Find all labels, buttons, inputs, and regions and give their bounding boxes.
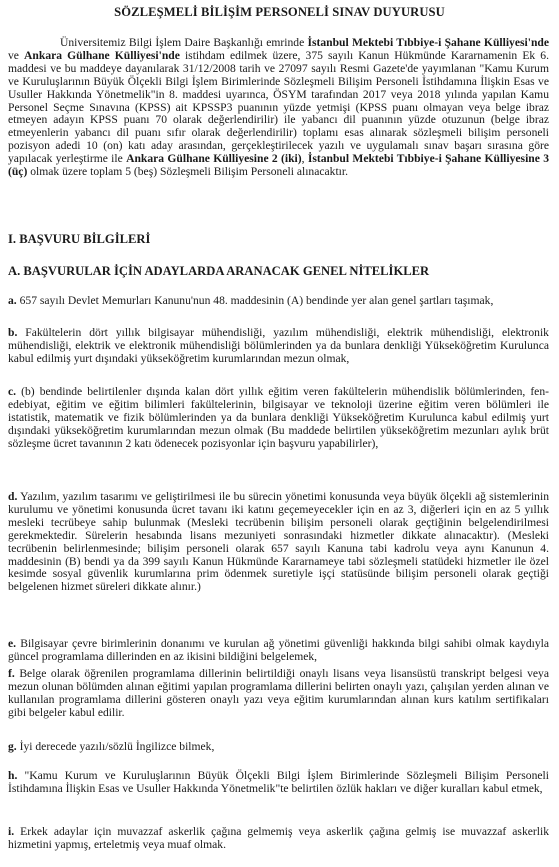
item-text: (b) bendinde belirtilenler dışında kalan dört yıllık eğitim veren fakültelerin mühendislik bölümlerinden, fen-edebiyat, eğitim ve eğitim bilimleri fakültelerinin, bilgisayar ve teknoloji üzerine eğitim veren bölümleri ile istatistik, matematik ve fizik bölümlerinden ya da bunlara denkliği Yükseköğretim Kurulunca kabul edilmiş yurt dışındaki yükseköğretim kurumlarından mezun olmak (Bu maddede belirtilen yükseköğretim mezunları aylık brüt sözleşme ücret tavanının 2 katı ödenecek pozisyonlar için başvuru yapabilirler), <box>8 385 549 450</box>
item-text: Erkek adaylar için muvazzaf askerlik çağına gelmemiş veya askerlik çağına gelmiş ise muvazzaf askerlik hizmetini yapmış, erteletmiş veya muaf olmak. <box>8 825 549 851</box>
item-label: h. <box>8 769 18 782</box>
requirement-item-d <box>8 491 549 594</box>
intro-text-run: , <box>301 152 308 166</box>
intro-bold-run: Ankara Gülhane Külliyesine 2 (iki) <box>126 152 302 166</box>
intro-text-run: olmak üzere toplam 5 (beş) Sözleşmeli Bilişim Personeli alınacaktır. <box>27 165 349 179</box>
item-label: i. <box>8 825 15 838</box>
requirement-item-b <box>8 327 549 366</box>
item-label: f. <box>8 667 15 680</box>
requirement-item-h <box>8 770 549 796</box>
item-text: Bilgisayar çevre birimlerinin donanımı ve kurulan ağ yönetimi güvenliği hakkında bilgi sahibi olmak kaydıyla güncel programlama dillerinden en az ikisini bildiğini belgelemek, <box>8 637 549 663</box>
intro-text-run: ve <box>8 48 25 62</box>
item-text: Yazılım, yazılım tasarımı ve geliştirilmesi ile bu sürecin yönetimi konusunda veya büyük ölçekli ağ sistemlerinin kurulumu ve yönetimi konusunda ücret tavanı iki katını geçemeyecekler için en az 3, diğerleri için en az 5 yıllık mesleki tecrübeye sahip bulunmak (Mesleki tecrübenin bilişim personeli olarak geçtiğinin belgelendirilmesi gerekmektedir. Sürelerin hesabında lisans mezuniyeti sonrasındaki hizmetler dikkate alınacaktır). (Mesleki tecrübenin belirlenmesinde; bilişim personeli olarak 657 sayılı Kanuna tabi kadrolu veya aynı Kanunun 4. maddesinin (B) bendi ya da 399 sayılı Kanun Hükmünde Kararnameye tabi sözleşmeli statüdeki hizmetler ile özel kesimde sosyal güvenlik kurumlarına prim ödenmek suretiyle işçi statüsünde bilişim personeli olarak geçtiği belgelenen hizmet süreleri dikkate alınır.) <box>8 490 549 594</box>
requirement-item-f <box>8 668 549 720</box>
intro-text-run: Üniversitemiz Bilgi İşlem Daire Başkanlığı emrinde <box>60 36 308 49</box>
item-label: g. <box>8 740 17 753</box>
item-text: 657 sayılı Devlet Memurları Kanunu'nun 48. maddesinin (A) bendinde yer alan genel şartları taşımak, <box>19 294 494 307</box>
intro-bold-run: Ankara Gülhane Külliyesi'nde <box>24 48 180 62</box>
item-label: b. <box>8 326 18 339</box>
item-label: e. <box>8 637 17 650</box>
item-label: a. <box>8 294 17 307</box>
item-text: "Kamu Kurum ve Kuruluşlarının Büyük Ölçekli Bilgi İşlem Birimlerinde Sözleşmeli Bilişim Personeli İstihdamına İlişkin Esas ve Usuller Hakkında Yönetmelik"te belirtilen özlük hakları ve diğer kuralları kabul etmek, <box>8 769 549 795</box>
requirement-item-a <box>8 295 549 308</box>
item-label: d. <box>8 490 18 503</box>
item-text: Belge olarak öğrenilen programlama dillerinin belirtildiği onaylı lisans veya lisansüstü transkript belgesi veya mezun olunan bölümden alınan eğitimi yapılan programlama dillerini belirten onaylı yazı, çalışılan yerden alınan ve kullanılan programlama dillerini gösteren onaylı yazı veya eğitim kurumlarından alınan kurs katılım sertifikaları gibi belgeler kabul edilir. <box>8 667 549 719</box>
intro-bold-run: İstanbul Mektebi Tıbbiye-i Şahane Külliyesine 3 (üç) <box>8 152 549 179</box>
intro-paragraph <box>8 37 549 179</box>
intro-bold-run: İstanbul Mektebi Tıbbiye-i Şahane Külliyesi'nde <box>307 36 549 49</box>
requirement-item-e <box>8 638 549 664</box>
intro-text-run: istihdam edilmek üzere, 375 sayılı Kanun Hükmünde Kararnamenin Ek 6. maddesi ve bu maddeye dayanılarak 31/12/2008 tarih ve 27097 sayılı Resmi Gazete'de yayımlanan "Kamu Kurum ve Kuruluşlarının Büyük Ölçekli Bilgi İşlem Birimlerinde Sözleşmeli Bilişim Personeli İstihdamına İlişkin Esas ve Usuller Hakkında Yönetmelik"in 8. maddesi uyarınca, ÖSYM tarafından 2017 veya 2018 yılında yapılan Kamu Personel Seçme Sınavına (KPSS) ait KPSSP3 puanının yüzde yetmişi (KPSS puanı olmayan veya belge ibraz etmeyen adayın KPSS puanı 70 olarak değerlendirilir) ile yabancı dil puanının yüzde otuzunun (belge ibraz etmeyenlerin yabancı dil puanı sıfır olarak değerlendirilir) toplamı esas alınarak sözleşmeli bilişim personeli pozisyon adedi 10 (on) katı aday arasından, gerçekleştirilecek yazılı ve uygulamalı sınav başarı sırasına göre yapılacak yerleştirme ile <box>8 48 549 166</box>
requirement-item-g <box>8 741 549 754</box>
section-heading: I. BAŞVURU BİLGİLERİ <box>8 232 151 246</box>
requirement-item-c <box>8 386 549 451</box>
item-text: Fakültelerin dört yıllık bilgisayar mühendisliği, yazılım mühendisliği, elektrik mühendisliği, elektronik mühendisliği, elektrik ve elektronik mühendisliği bölümlerinden ya da bunlara denkliği Yükseköğretim Kurulunca kabul edilmiş yurt dışındaki yükseköğretim kurumlarından mezun olmak, <box>8 326 549 365</box>
item-text: İyi derecede yazılı/sözlü İngilizce bilmek, <box>19 740 215 753</box>
document-title: SÖZLEŞMELİ BİLİŞİM PERSONELİ SINAV DUYURUSU <box>114 5 445 19</box>
item-label: c. <box>8 385 17 398</box>
requirement-item-i <box>8 826 549 852</box>
subsection-heading: A. BAŞVURULAR İÇİN ADAYLARDA ARANACAK GENEL NİTELİKLER <box>8 264 430 278</box>
